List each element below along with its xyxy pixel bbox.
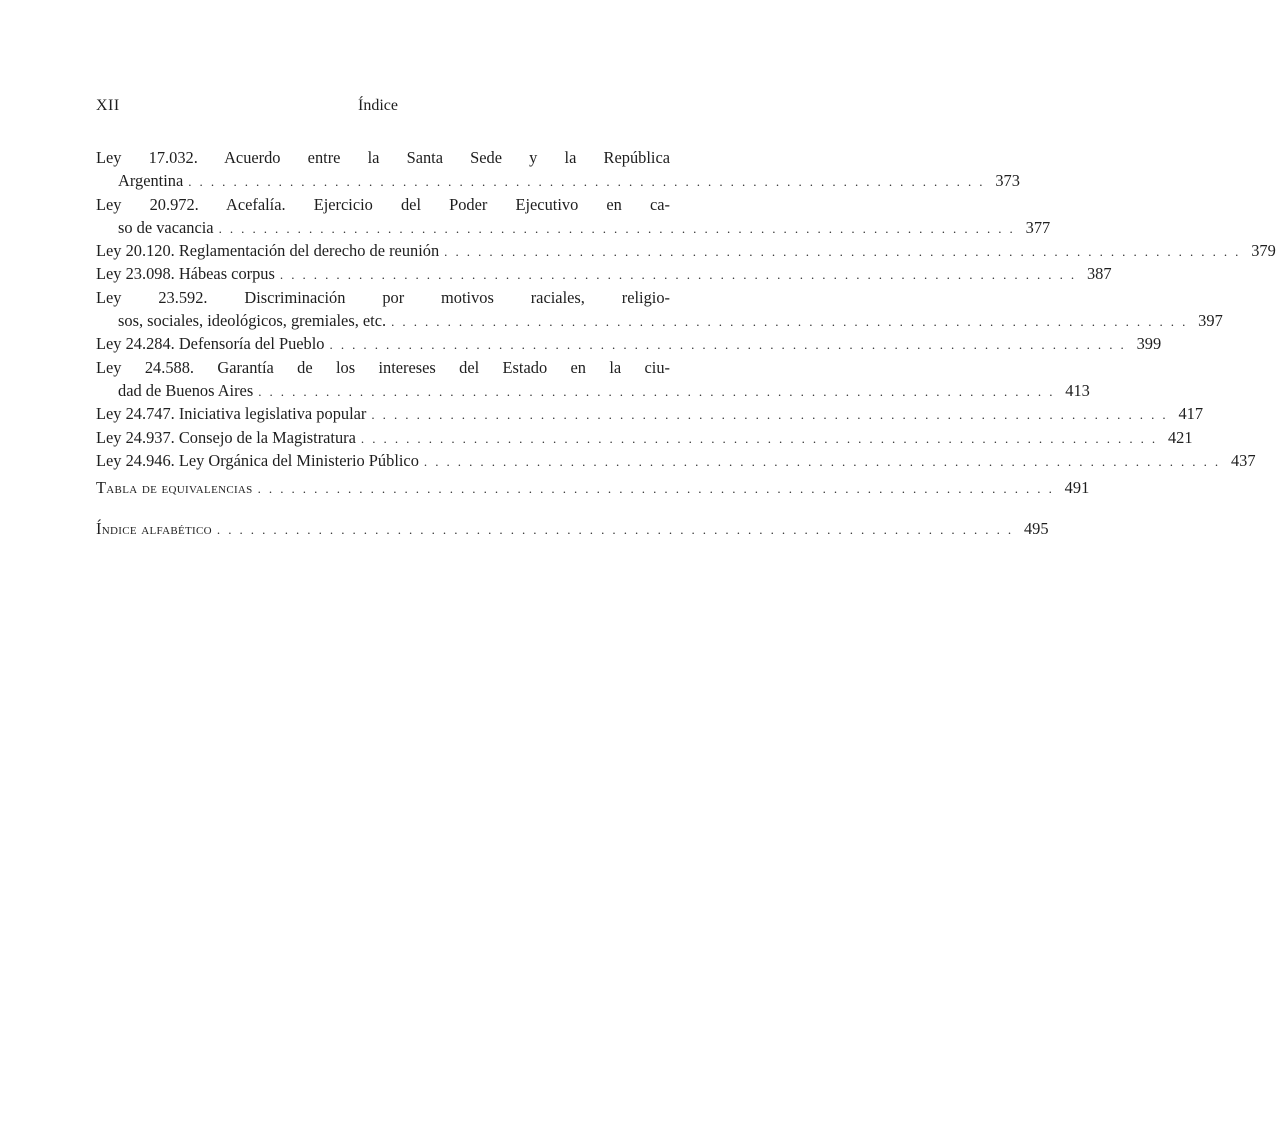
toc-entry-title: Ley 24.946. Ley Orgánica del Ministerio Público (96, 450, 419, 470)
toc-entry[interactable] (96, 262, 1112, 285)
toc-line (96, 356, 670, 379)
toc-entry-title: Ley 20.972. Acefalía. Ejercicio del Poder Ejecutivo en ca- (96, 194, 670, 214)
toc-page-number: 495 (1023, 519, 1049, 538)
toc-section-tabla-equivalencias[interactable] (96, 476, 1090, 499)
dot-leader: . . . . . . . . . . . . . . . . . . . . . . . . . . . . . . . . . . . . . . . . . . . . . . . . . . . . . . . . . . . . . . . . . . . . . . . (371, 407, 1169, 423)
toc-entry[interactable] (96, 286, 1223, 333)
toc-entry-title: Ley 23.592. Discriminación por motivos raciales, religio- (96, 287, 670, 307)
toc-line (96, 216, 1051, 239)
dot-leader: . . . . . . . . . . . . . . . . . . . . . . . . . . . . . . . . . . . . . . . . . . . . . . . . . . . . . . . . . . . . . . . . . . . . . . . (216, 522, 1014, 537)
dot-leader: . . . . . . . . . . . . . . . . . . . . . . . . . . . . . . . . . . . . . . . . . . . . . . . . . . . . . . . . . . . . . . . . . . . . . . . (257, 481, 1055, 496)
toc-entry[interactable] (96, 146, 1020, 193)
toc-line (96, 262, 1112, 285)
dot-leader: . . . . . . . . . . . . . . . . . . . . . . . . . . . . . . . . . . . . . . . . . . . . . . . . . . . . . . . . . . . . . . . . . . . . . . . (391, 314, 1188, 330)
dot-leader: . . . . . . . . . . . . . . . . . . . . . . . . . . . . . . . . . . . . . . . . . . . . . . . . . . . . . . . . . . . . . . . . . . . . . . . (444, 244, 1241, 260)
toc-page-number: 437 (1230, 450, 1256, 470)
toc-page-number: 379 (1251, 241, 1276, 261)
toc-entry-title: Ley 17.032. Acuerdo entre la Santa Sede y la República (96, 148, 670, 167)
toc-page-number: 387 (1086, 264, 1112, 284)
toc-entry-title-cont: sos, sociales, ideológicos, gremiales, etc. (118, 311, 387, 331)
toc-page-number: 421 (1167, 427, 1193, 447)
toc-line (96, 146, 670, 169)
toc-entry-title: Ley 24.588. Garantía de los intereses del Estado en la ciu- (96, 357, 670, 377)
toc-line (96, 309, 1223, 332)
toc-line (96, 193, 670, 216)
toc-line (96, 169, 1020, 192)
toc-line (96, 476, 1090, 499)
toc-entry[interactable] (96, 193, 1051, 240)
toc-page-number: 399 (1136, 334, 1162, 354)
toc-entry-title: Ley 24.284. Defensoría del Pueblo (96, 334, 325, 354)
dot-leader: . . . . . . . . . . . . . . . . . . . . . . . . . . . . . . . . . . . . . . . . . . . . . . . . . . . . . . . . . . . . . . . . . . . . . . . (329, 337, 1127, 353)
dot-leader: . . . . . . . . . . . . . . . . . . . . . . . . . . . . . . . . . . . . . . . . . . . . . . . . . . . . . . . . . . . . . . . . . . . . . . . (279, 267, 1077, 283)
toc-line (96, 286, 670, 309)
toc-line (96, 332, 1162, 355)
section-title: Índice alfabético (96, 519, 212, 538)
toc-line (96, 449, 1256, 472)
toc-entry[interactable] (96, 449, 1256, 472)
toc-page-number: 413 (1065, 380, 1090, 400)
running-head: Índice (358, 97, 398, 114)
page-header (96, 95, 670, 117)
toc-entry-title-cont: dad de Buenos Aires (118, 380, 254, 400)
toc-page-number: 377 (1025, 217, 1051, 237)
toc-entry-title: Ley 20.120. Reglamentación del derecho de reunión (96, 241, 440, 261)
toc-page-number: 417 (1178, 404, 1204, 424)
toc-line (96, 239, 1276, 262)
toc-line (96, 426, 1193, 449)
toc-section-indice-alfabetico[interactable] (96, 517, 1049, 540)
dot-leader: . . . . . . . . . . . . . . . . . . . . . . . . . . . . . . . . . . . . . . . . . . . . . . . . . . . . . . . . . . . . . . . . . . . . . . . (360, 430, 1158, 446)
dot-leader: . . . . . . . . . . . . . . . . . . . . . . . . . . . . . . . . . . . . . . . . . . . . . . . . . . . . . . . . . . . . . . . . . . . . . . . (218, 220, 1016, 236)
toc-entry-title: Ley 24.747. Iniciativa legislativa popular (96, 404, 367, 424)
toc-page-number: 373 (995, 171, 1020, 191)
toc-line (96, 517, 1049, 540)
table-of-contents (96, 146, 1276, 472)
toc-entry[interactable] (96, 332, 1162, 355)
toc-entry-title-cont: so de vacancia (118, 217, 214, 237)
section-title: Tabla de equivalencias (96, 478, 253, 497)
toc-page-number: 397 (1198, 311, 1223, 331)
folio: XII (96, 97, 120, 114)
dot-leader: . . . . . . . . . . . . . . . . . . . . . . . . . . . . . . . . . . . . . . . . . . . . . . . . . . . . . . . . . . . . . . . . . . . . . . . (258, 383, 1055, 399)
dot-leader: . . . . . . . . . . . . . . . . . . . . . . . . . . . . . . . . . . . . . . . . . . . . . . . . . . . . . . . . . . . . . . . . . . . . . . . (423, 453, 1221, 469)
toc-page-number: 491 (1064, 478, 1090, 497)
toc-entry-title: Ley 23.098. Hábeas corpus (96, 264, 275, 284)
toc-entry[interactable] (96, 402, 1204, 425)
toc-entry[interactable] (96, 356, 1090, 403)
toc-entry-title: Ley 24.937. Consejo de la Magistratura (96, 427, 356, 447)
toc-line (96, 379, 1090, 402)
toc-entry[interactable] (96, 239, 1276, 262)
toc-entry[interactable] (96, 426, 1193, 449)
toc-entry-title-cont: Argentina (118, 171, 184, 191)
dot-leader: . . . . . . . . . . . . . . . . . . . . . . . . . . . . . . . . . . . . . . . . . . . . . . . . . . . . . . . . . . . . . . . . . . . . . . . (188, 174, 985, 190)
toc-line (96, 402, 1204, 425)
